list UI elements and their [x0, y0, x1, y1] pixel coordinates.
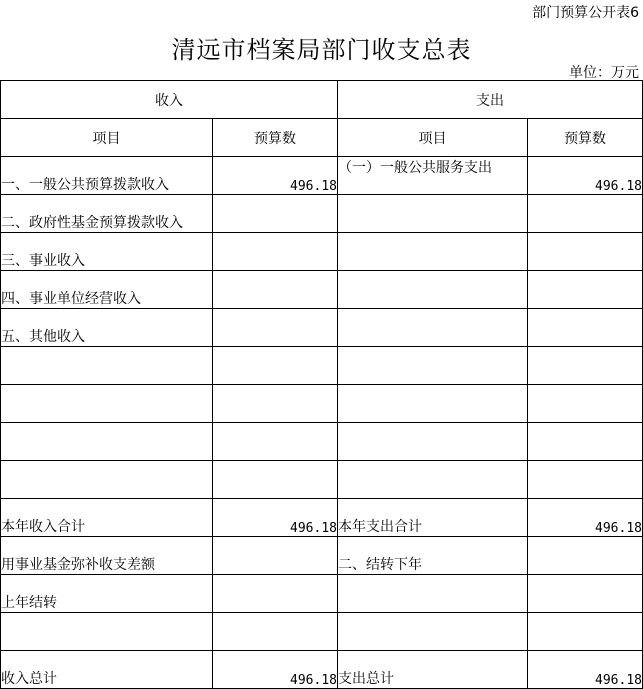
- expense-item-cell: [338, 309, 528, 347]
- expense-value-cell: 496.18: [528, 651, 643, 689]
- table-row: [1, 613, 643, 651]
- income-value-cell: [213, 195, 338, 233]
- income-item-cell: 一、一般公共预算拨款收入: [1, 157, 213, 195]
- table-row: [1, 385, 643, 423]
- expense-value-cell: [528, 195, 643, 233]
- expense-item-cell: [338, 233, 528, 271]
- table-row: [1, 537, 643, 575]
- table-row: [1, 575, 643, 613]
- expense-value-cell: [528, 271, 643, 309]
- income-item-cell: 五、其他收入: [1, 309, 213, 347]
- section-header-row: [1, 81, 643, 119]
- income-budget-header: 预算数: [213, 119, 338, 157]
- income-item-cell: 三、事业收入: [1, 233, 213, 271]
- expense-value-cell: [528, 575, 643, 613]
- expense-item-cell: [338, 271, 528, 309]
- expense-value-cell: [528, 309, 643, 347]
- expense-value-cell: 496.18: [528, 499, 643, 537]
- income-item-cell: [1, 385, 213, 423]
- table-row: [1, 499, 643, 537]
- budget-table: [0, 80, 643, 689]
- expense-value-cell: [528, 385, 643, 423]
- expense-item-cell: [338, 347, 528, 385]
- income-value-cell: [213, 613, 338, 651]
- income-value-cell: 496.18: [213, 651, 338, 689]
- expense-header: 支出: [338, 81, 643, 119]
- income-value-cell: [213, 575, 338, 613]
- table-row: [1, 461, 643, 499]
- expense-value-cell: [528, 233, 643, 271]
- income-value-cell: [213, 233, 338, 271]
- income-value-cell: [213, 385, 338, 423]
- expense-budget-header: 预算数: [528, 119, 643, 157]
- income-item-cell: [1, 347, 213, 385]
- table-row: [1, 157, 643, 195]
- income-item-header: 项目: [1, 119, 213, 157]
- table-row: [1, 195, 643, 233]
- expense-item-cell: [338, 575, 528, 613]
- expense-item-header: 项目: [338, 119, 528, 157]
- income-item-cell: [1, 423, 213, 461]
- page-title: 清远市档案局部门收支总表: [171, 36, 472, 64]
- unit-label: 单位：万元: [569, 65, 639, 81]
- table-row: [1, 233, 643, 271]
- income-item-cell: [1, 613, 213, 651]
- expense-item-cell: [338, 195, 528, 233]
- document-tag: 部门预算公开表6: [532, 5, 639, 21]
- income-item-cell: 收入总计: [1, 651, 213, 689]
- income-value-cell: [213, 271, 338, 309]
- income-item-cell: [1, 461, 213, 499]
- expense-item-cell: 本年支出合计: [338, 499, 528, 537]
- income-value-cell: 496.18: [213, 157, 338, 195]
- income-item-cell: 上年结转: [1, 575, 213, 613]
- table-row: [1, 423, 643, 461]
- income-value-cell: [213, 423, 338, 461]
- table-row: [1, 309, 643, 347]
- income-item-cell: 二、政府性基金预算拨款收入: [1, 195, 213, 233]
- expense-item-cell: 支出总计: [338, 651, 528, 689]
- income-value-cell: 496.18: [213, 499, 338, 537]
- income-item-cell: 本年收入合计: [1, 499, 213, 537]
- expense-value-cell: [528, 347, 643, 385]
- income-item-cell: 四、事业单位经营收入: [1, 271, 213, 309]
- table-row: [1, 347, 643, 385]
- income-value-cell: [213, 537, 338, 575]
- expense-value-cell: [528, 461, 643, 499]
- expense-item-cell: [338, 385, 528, 423]
- income-item-cell: 用事业基金弥补收支差额: [1, 537, 213, 575]
- income-value-cell: [213, 347, 338, 385]
- expense-value-cell: [528, 613, 643, 651]
- expense-item-cell: [338, 423, 528, 461]
- expense-value-cell: 496.18: [528, 157, 643, 195]
- expense-item-cell: （一）一般公共服务支出: [338, 157, 528, 195]
- column-header-row: [1, 119, 643, 157]
- expense-item-cell: [338, 461, 528, 499]
- income-value-cell: [213, 309, 338, 347]
- expense-item-cell: 二、结转下年: [338, 537, 528, 575]
- expense-item-cell: [338, 613, 528, 651]
- table-row: [1, 271, 643, 309]
- income-value-cell: [213, 461, 338, 499]
- expense-value-cell: [528, 423, 643, 461]
- table-row: [1, 651, 643, 689]
- income-header: 收入: [1, 81, 338, 119]
- expense-value-cell: [528, 537, 643, 575]
